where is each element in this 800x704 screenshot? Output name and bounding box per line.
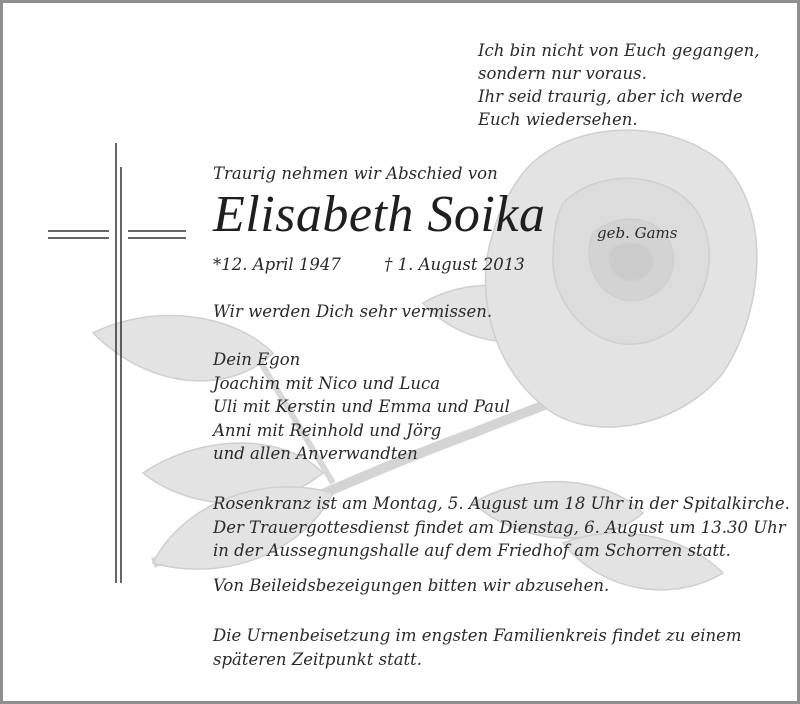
intro-text: Traurig nehmen wir Abschied von bbox=[213, 164, 498, 183]
family-member: Dein Egon bbox=[213, 350, 301, 369]
family-member: Uli mit Kerstin und Emma und Paul bbox=[213, 397, 510, 416]
poem-line: Euch wiedersehen. bbox=[478, 110, 638, 129]
family-member: Anni mit Reinhold und Jörg bbox=[213, 420, 442, 440]
cross-icon bbox=[43, 143, 193, 583]
family-member: Joachim mit Nico und Luca bbox=[213, 373, 441, 393]
service-line: Rosenkranz ist am Montag, 5. August um 18 Uhr in der Spitalkirche. bbox=[213, 494, 790, 513]
urn-note bbox=[213, 624, 742, 671]
urn-line: späteren Zeitpunkt statt. bbox=[213, 649, 423, 669]
poem bbox=[478, 39, 759, 131]
family-list bbox=[213, 348, 510, 466]
family-member: und allen Anverwandten bbox=[213, 444, 418, 463]
service-info bbox=[213, 492, 790, 563]
service-line: in der Aussegnungshalle auf dem Friedhof am Schorren statt. bbox=[213, 541, 731, 560]
service-line: Der Trauergottesdienst findet am Dienstag, 6. August um 13.30 Uhr bbox=[213, 517, 786, 537]
death-date: † 1. August 2013 bbox=[384, 255, 525, 274]
poem-line: sondern nur voraus. bbox=[478, 64, 647, 83]
poem-line: Ihr seid traurig, aber ich werde bbox=[478, 87, 743, 106]
urn-line: Die Urnenbeisetzung im engsten Familienkreis findet zu einem bbox=[213, 626, 742, 645]
maiden-name: geb. Gams bbox=[597, 224, 678, 242]
deceased-name: Elisabeth Soika bbox=[213, 186, 546, 243]
birth-date: *12. April 1947 bbox=[213, 255, 341, 274]
miss-line: Wir werden Dich sehr vermissen. bbox=[213, 302, 493, 321]
poem-line: Ich bin nicht von Euch gegangen, bbox=[478, 41, 760, 60]
condolence-note: Von Beileidsbezeigungen bitten wir abzusehen. bbox=[213, 576, 610, 595]
life-dates bbox=[213, 255, 525, 274]
